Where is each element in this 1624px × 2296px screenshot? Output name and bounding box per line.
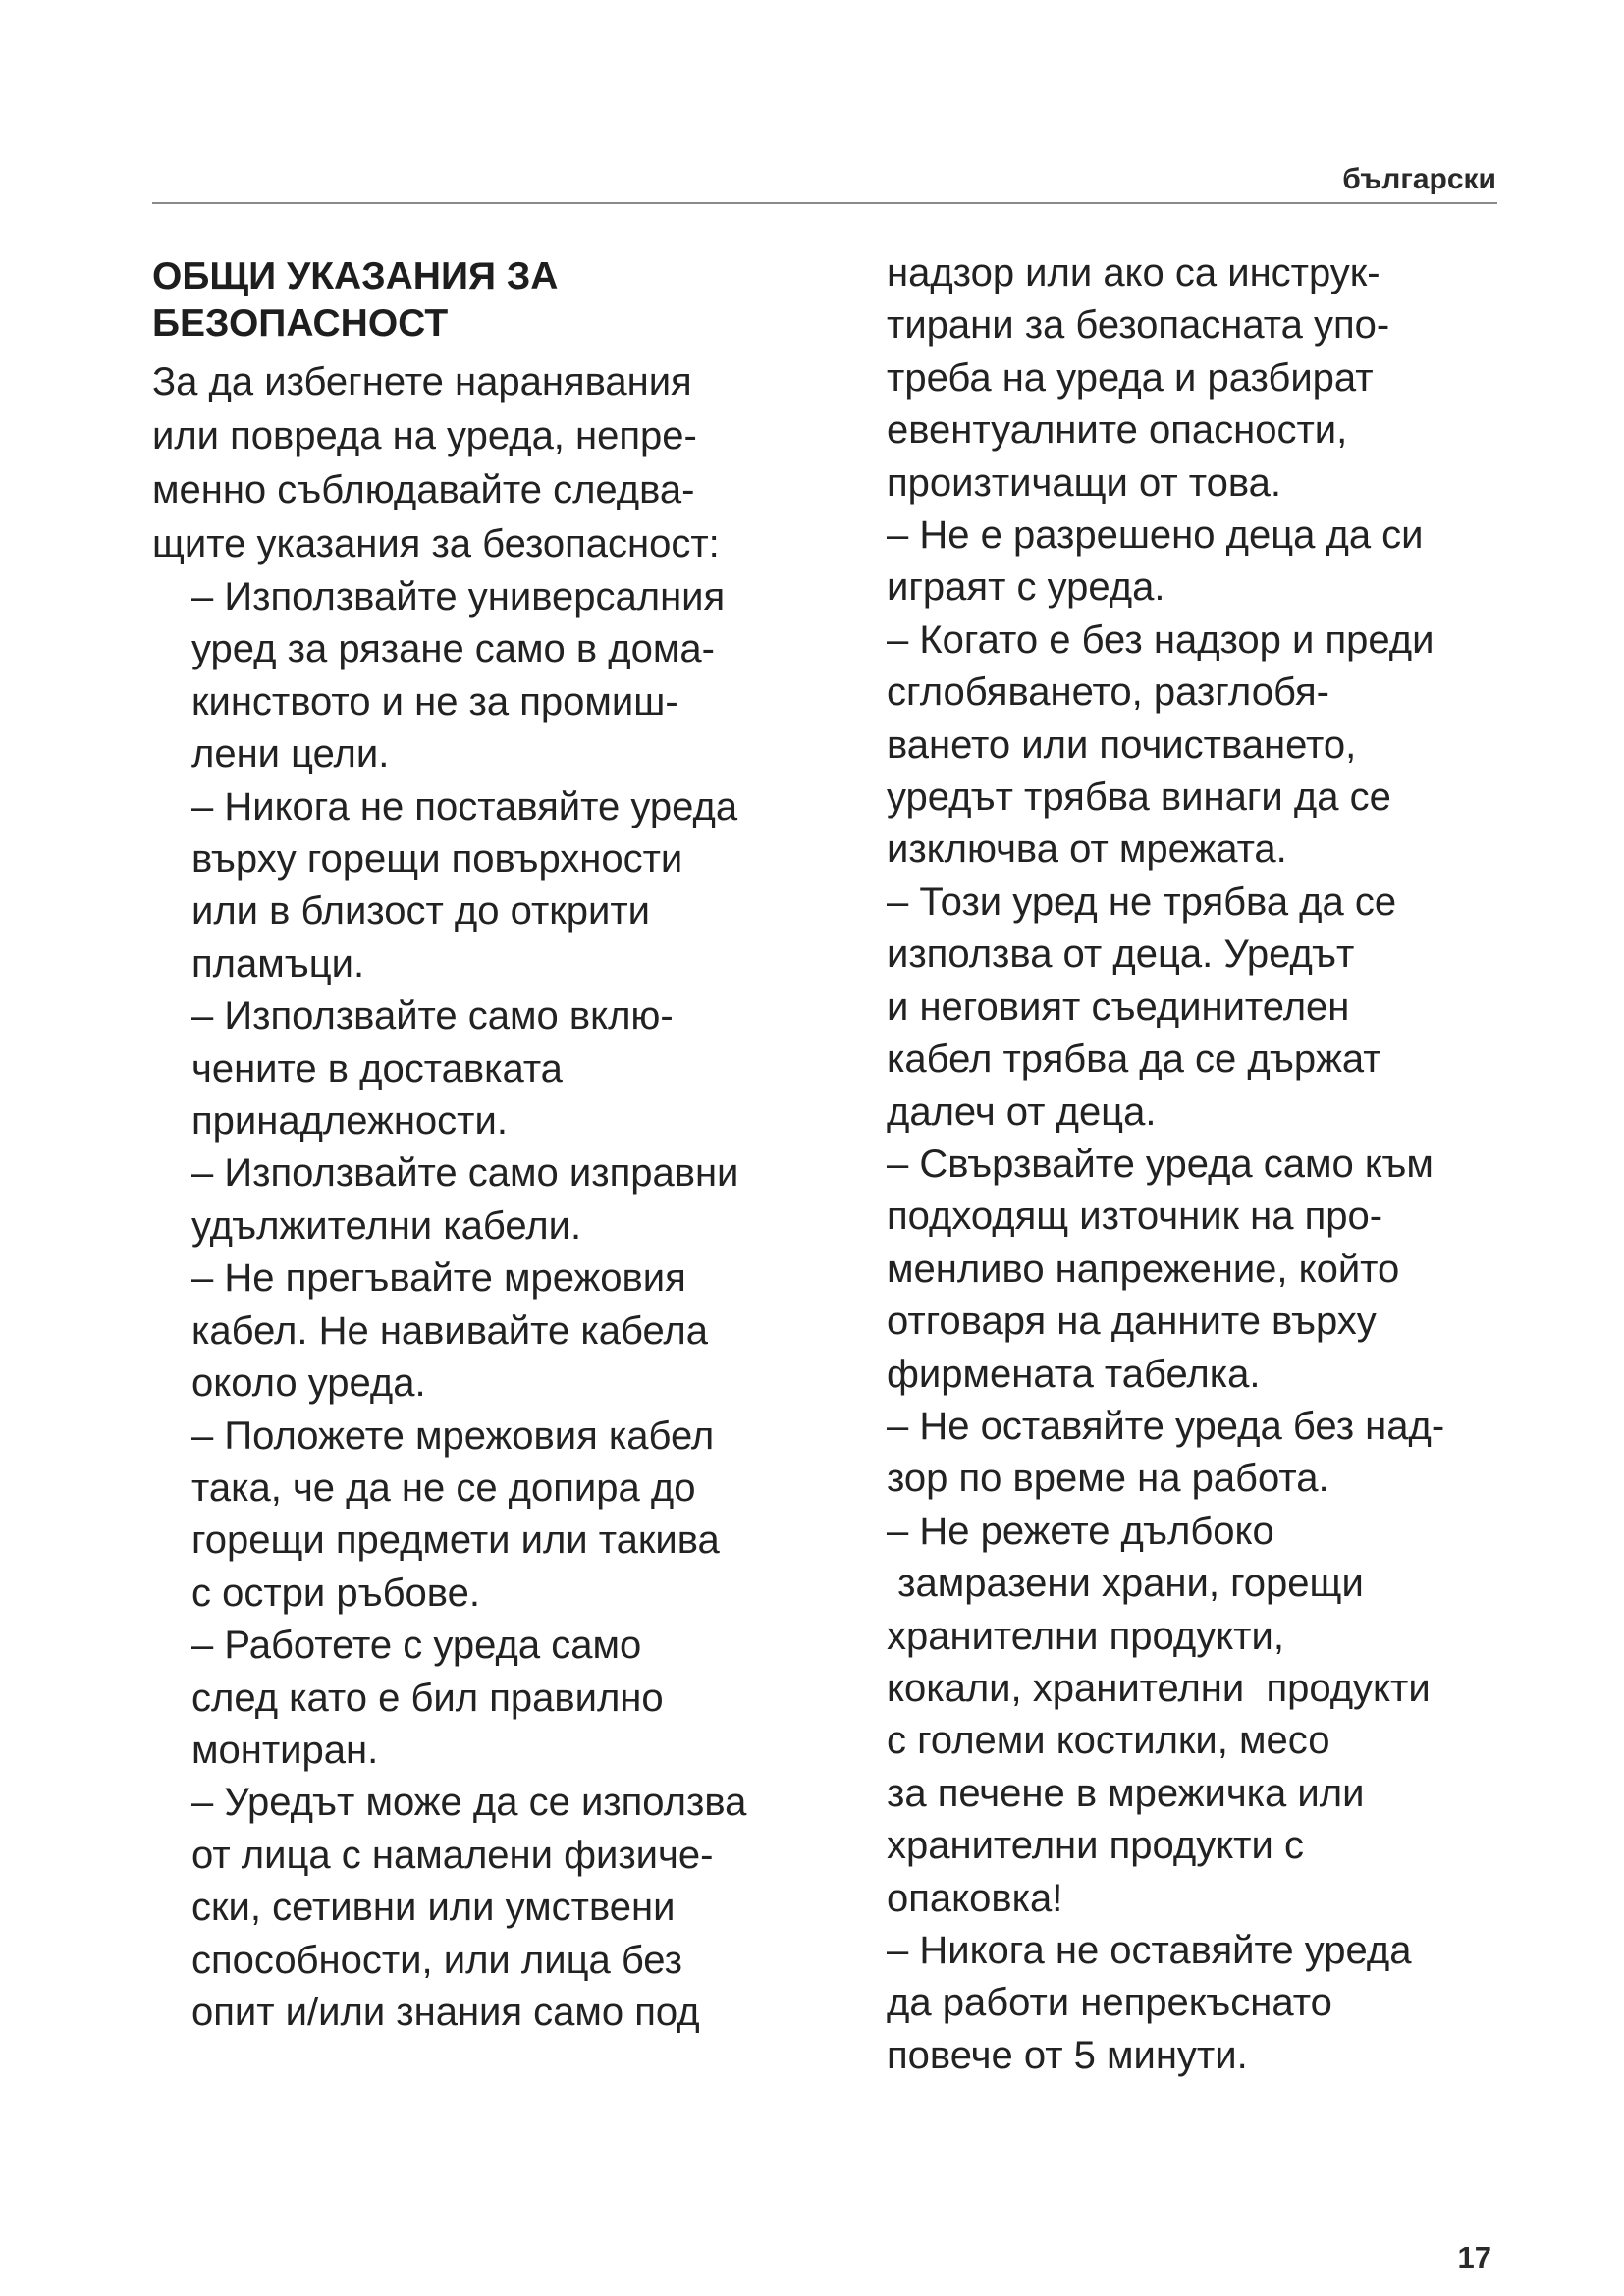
instruction-line: или в близост до открити	[191, 889, 651, 934]
instruction-line: уред за рязане само в дома-	[191, 627, 715, 671]
safety-instruction	[887, 877, 1525, 1139]
instruction-line: върху горещи повърхности	[191, 837, 683, 881]
safety-instruction	[191, 990, 839, 1148]
safety-instruction	[191, 1148, 839, 1253]
instruction-line: – Уредът може да се използва	[191, 1781, 747, 1825]
instruction-line: – Никога не поставяйте уреда	[191, 784, 738, 828]
instruction-line: повече от 5 минути.	[887, 2033, 1248, 2077]
instruction-line: замразени храни, горещи	[887, 1562, 1364, 1606]
safety-instruction	[887, 1506, 1525, 1925]
section-title-line: БЕЗОПАСНОСТ	[152, 302, 449, 345]
instruction-line: горещи предмети или такива	[191, 1519, 720, 1563]
safety-instruction	[887, 1925, 1525, 2082]
instruction-line: евентуалните опасности,	[887, 408, 1348, 453]
intro-line: или повреда на уреда, непре-	[152, 414, 697, 457]
safety-instruction	[887, 247, 1525, 509]
right-column	[887, 247, 1525, 2082]
instruction-line: – Когато е без надзор и преди	[887, 617, 1435, 662]
instruction-line: след като е бил правилно	[191, 1676, 664, 1720]
instruction-line: използва от деца. Уредът	[887, 933, 1355, 977]
section-title-line: ОБЩИ УКАЗАНИЯ ЗА	[152, 255, 559, 297]
header-divider	[152, 202, 1497, 204]
instruction-line: опаковка!	[887, 1876, 1063, 1920]
safety-instruction	[887, 614, 1525, 877]
instruction-line: ването или почистването,	[887, 722, 1357, 767]
safety-instruction	[191, 1253, 839, 1410]
instruction-line: – Този уред не трябва да се	[887, 880, 1397, 924]
safety-instruction	[191, 1620, 839, 1777]
instruction-line: принадлежности.	[191, 1099, 508, 1144]
left-column	[152, 247, 839, 2039]
instruction-line: фирмената табелка.	[887, 1352, 1261, 1396]
instruction-line: изключва от мрежата.	[887, 828, 1287, 872]
instruction-line: – Не оставяйте уреда без над-	[887, 1404, 1445, 1448]
safety-instruction	[191, 1777, 839, 2039]
instruction-line: монтиран.	[191, 1728, 379, 1772]
instruction-line: от лица с намалени физиче-	[191, 1833, 714, 1877]
instruction-line: зор по време на работа.	[887, 1457, 1329, 1501]
safety-instruction	[191, 781, 839, 991]
instruction-line: – Положете мрежовия кабел	[191, 1414, 715, 1458]
language-label: български	[1342, 163, 1496, 195]
instruction-line: треба на уреда и разбират	[887, 355, 1374, 400]
intro-paragraph	[152, 355, 839, 571]
instruction-line: сглобяването, разглобя-	[887, 670, 1329, 715]
page-number: 17	[1457, 2240, 1491, 2274]
instruction-line: опит и/или знания само под	[191, 1990, 700, 2034]
instruction-line: – Не прегъвайте мрежовия	[191, 1256, 686, 1301]
left-safety-list	[191, 571, 839, 2039]
instruction-line: тирани за безопасната упо-	[887, 303, 1390, 347]
instruction-line: отговаря на данните върху	[887, 1300, 1377, 1344]
instruction-line: с големи костилки, месо	[887, 1719, 1330, 1763]
instruction-line: кабел трябва да се държат	[887, 1038, 1381, 1082]
right-safety-list	[887, 247, 1525, 2082]
instruction-line: надзор или ако са инструк-	[887, 251, 1380, 294]
instruction-line: кинството и не за промиш-	[191, 679, 678, 723]
safety-instruction	[191, 1411, 839, 1621]
instruction-line: около уреда.	[191, 1362, 426, 1406]
safety-instruction	[887, 509, 1525, 614]
instruction-line: – Използвайте само вклю-	[191, 994, 674, 1039]
instruction-line: подходящ източник на про-	[887, 1195, 1383, 1239]
intro-line: За да избегнете наранявания	[152, 360, 692, 403]
instruction-line: хранителни продукти,	[887, 1614, 1284, 1658]
instruction-line: – Използвайте само изправни	[191, 1151, 739, 1196]
instruction-line: менливо напрежение, който	[887, 1247, 1400, 1291]
instruction-line: удължителни кабели.	[191, 1203, 582, 1248]
safety-instruction	[887, 1401, 1525, 1506]
instruction-line: ски, сетивни или умствени	[191, 1886, 676, 1930]
intro-line: менно съблюдавайте следва-	[152, 468, 695, 511]
instruction-line: – Никога не оставяйте уреда	[887, 1929, 1412, 1972]
instruction-line: да работи непрекъснато	[887, 1981, 1332, 2025]
instruction-line: с остри ръбове.	[191, 1571, 480, 1615]
instruction-line: чените в доставката	[191, 1046, 563, 1091]
instruction-line: така, че да не се допира до	[191, 1466, 696, 1510]
instruction-line: лени цели.	[191, 732, 390, 776]
instruction-line: – Работете с уреда само	[191, 1624, 642, 1668]
instruction-line: – Не режете дълбоко	[887, 1509, 1274, 1553]
safety-instruction	[191, 571, 839, 781]
instruction-line: далеч от деца.	[887, 1090, 1157, 1134]
instruction-line: способности, или лица без	[191, 1938, 682, 1982]
instruction-line: хранителни продукти с	[887, 1824, 1304, 1868]
safety-instruction	[887, 1139, 1525, 1401]
instruction-line: – Свързвайте уреда само към	[887, 1142, 1434, 1186]
instruction-line: – Използвайте универсалния	[191, 575, 726, 618]
instruction-line: и неговият съединителен	[887, 985, 1350, 1029]
instruction-line: уредът трябва винаги да се	[887, 775, 1391, 820]
instruction-line: за печене в мрежичка или	[887, 1771, 1365, 1815]
instruction-line: кокали, хранителни продукти	[887, 1666, 1431, 1710]
section-title	[152, 253, 839, 347]
instruction-line: – Не е разрешено деца да си	[887, 513, 1424, 558]
instruction-line: произтичащи от това.	[887, 460, 1282, 505]
instruction-line: играят с уреда.	[887, 565, 1165, 610]
intro-line: щите указания за безопасност:	[152, 522, 720, 565]
instruction-line: кабел. Не навивайте кабела	[191, 1308, 708, 1353]
instruction-line: пламъци.	[191, 941, 365, 986]
